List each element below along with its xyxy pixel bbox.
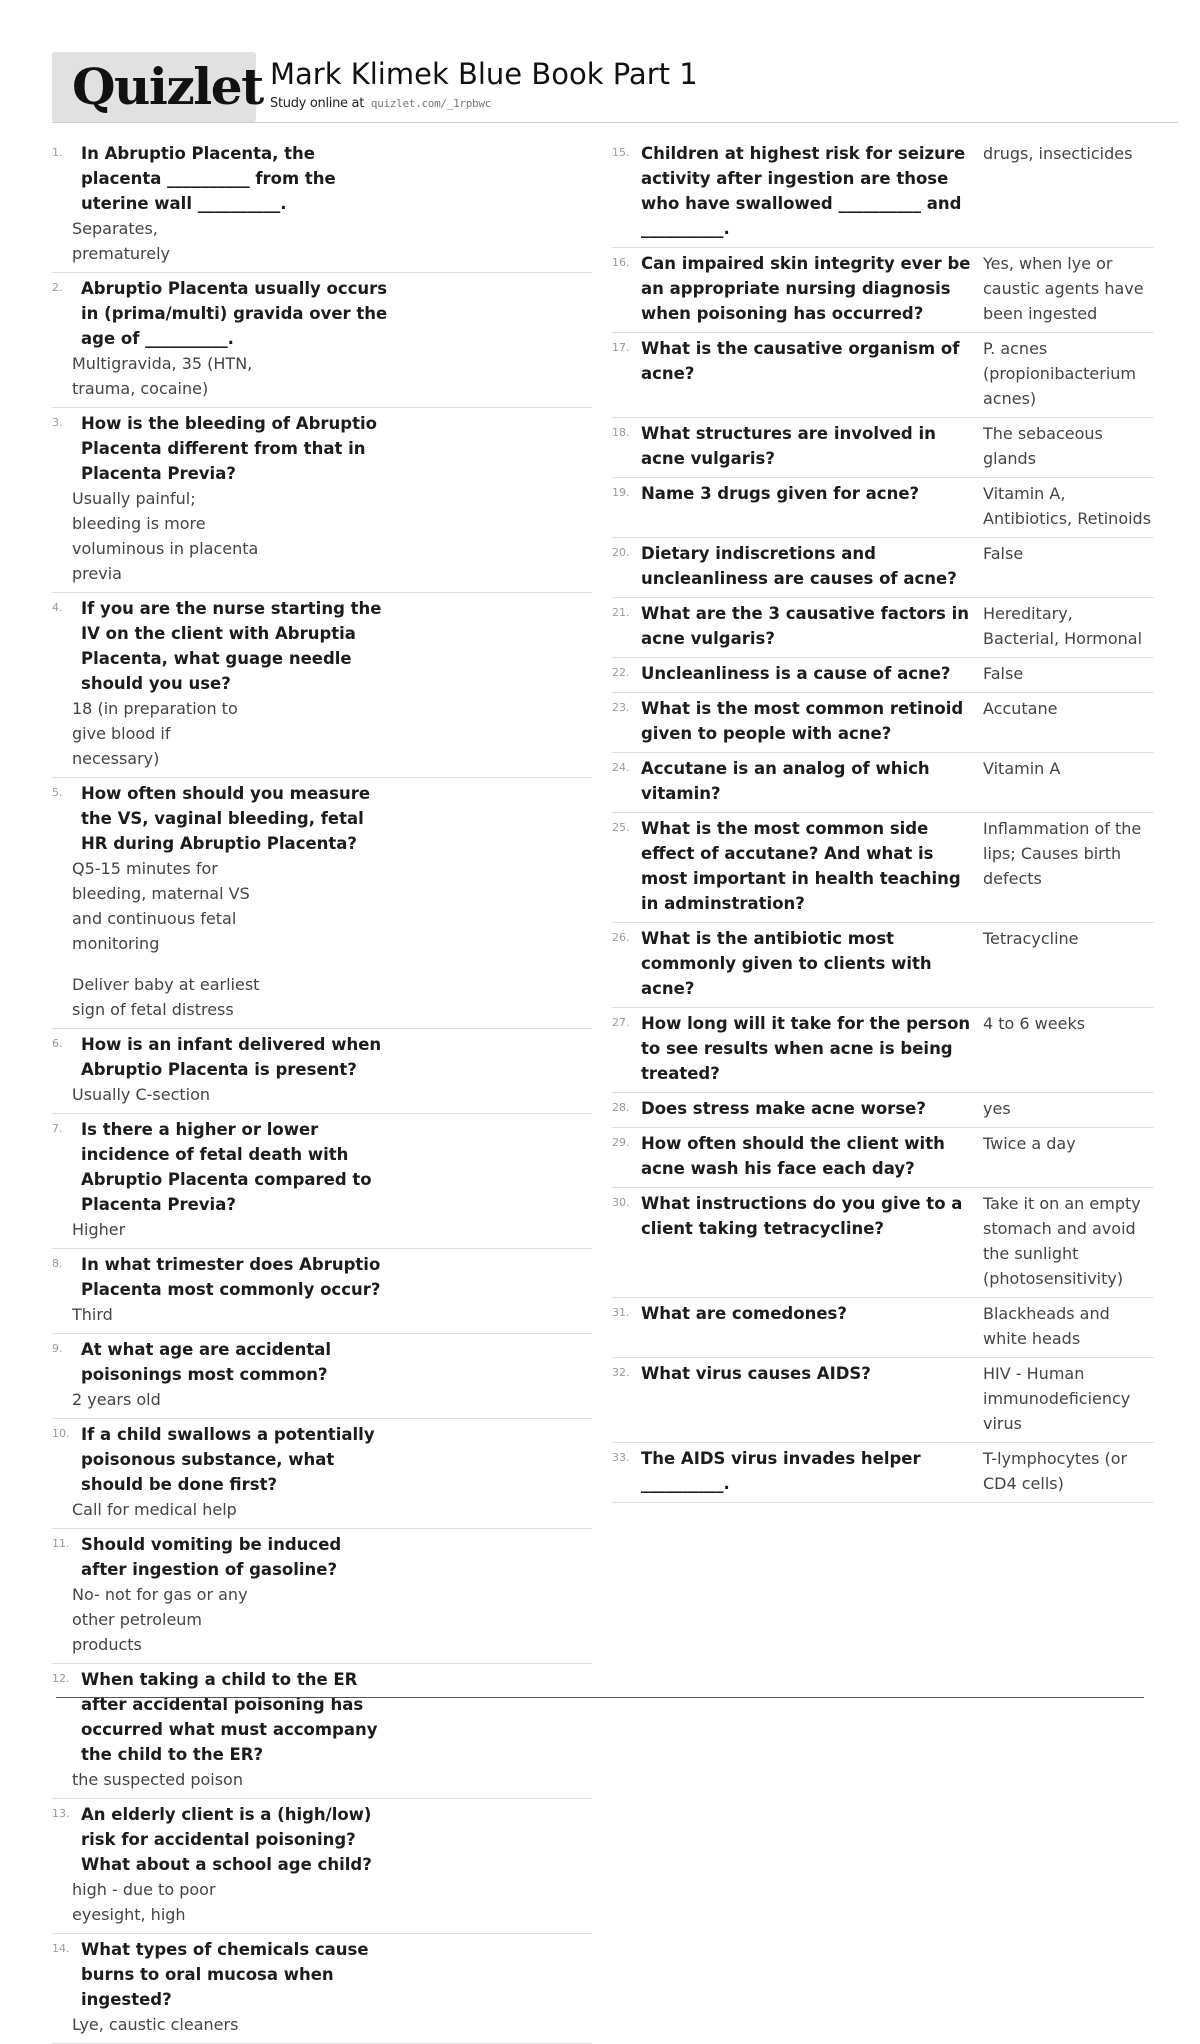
card-definition-text: high - due to poor eyesight, high [72, 1880, 216, 1924]
card-definition-text: Twice a day [983, 1134, 1076, 1153]
card-term: What types of chemicals cause burns to oral mucosa when ingested? [81, 1940, 369, 2009]
card-definition-text: Vitamin A, Antibiotics, Retinoids [983, 484, 1152, 528]
card-definition-text: Multigravida, 35 (HTN, trauma, cocaine) [72, 354, 253, 398]
flashcard [52, 593, 592, 778]
card-definition-text: Hereditary, Bacterial, Hormonal [983, 604, 1143, 648]
card-number: 10. [52, 1427, 70, 1440]
flashcard [612, 248, 1154, 333]
flashcard [52, 273, 592, 408]
quizlet-logo[interactable] [52, 52, 263, 122]
card-number: 14. [52, 1942, 70, 1955]
card-definition [983, 1301, 1153, 1351]
flashcard [52, 1934, 592, 2044]
flashcard [612, 333, 1154, 418]
card-term: What is the most common side effect of accutane? And what is most important in health teaching in adminstration? [641, 819, 961, 913]
card-term: How long will it take for the person to see results when acne is being treated? [641, 1014, 971, 1083]
card-term: If a child swallows a potentially poisonous substance, what should be done first? [81, 1425, 375, 1494]
flashcard [612, 478, 1154, 538]
card-term: At what age are accidental poisonings most common? [81, 1340, 332, 1384]
study-online-url[interactable]: quizlet.com/_1rpbwc [370, 97, 492, 110]
page-title: Mark Klimek Blue Book Part 1 [270, 57, 698, 91]
card-definition [983, 756, 1153, 781]
card-definition-text: Vitamin A [983, 759, 1061, 778]
card-definition-text: Inflammation of the lips; Causes birth defects [983, 819, 1142, 888]
footer-divider [56, 1697, 1144, 1698]
card-definition-text: Take it on an empty stomach and avoid the sunlight (photosensitivity) [983, 1194, 1141, 1288]
card-term: The AIDS virus invades helper __________. [641, 1449, 921, 1493]
study-online-label: Study online at [270, 96, 365, 111]
flashcard [52, 138, 592, 273]
card-definition-text: No- not for gas or any other petroleum products [72, 1585, 248, 1654]
card-definition [983, 661, 1153, 686]
flashcard [612, 538, 1154, 598]
card-term: How often should the client with acne wash his face each day? [641, 1134, 945, 1178]
card-number: 20. [612, 546, 630, 559]
card-definition-text: False [983, 544, 1024, 563]
card-term: What are comedones? [641, 1304, 847, 1323]
card-definition-text: Third [72, 1305, 113, 1324]
flashcard [52, 1664, 592, 1799]
card-definition [72, 1082, 260, 1107]
card-definition-text: Usually painful; bleeding is more voluminous in placenta previa [72, 489, 259, 583]
card-term: How often should you measure the VS, vaginal bleeding, fetal HR during Abruptio Placenta? [81, 784, 371, 853]
card-column-left [52, 138, 592, 2044]
card-column-right [612, 138, 1154, 1503]
card-definition-text: 4 to 6 weeks [983, 1014, 1086, 1033]
card-number: 6. [52, 1037, 63, 1050]
flashcard [612, 418, 1154, 478]
card-number: 1. [52, 146, 63, 159]
card-number: 26. [612, 931, 630, 944]
card-term: An elderly client is a (high/low) risk for accidental poisoning? What about a school age child? [81, 1805, 372, 1874]
card-definition-text: Q5-15 minutes for bleeding, maternal VS and continuous fetal monitoring [72, 859, 250, 953]
card-number: 25. [612, 821, 630, 834]
flashcard [52, 408, 592, 593]
card-definition [983, 1446, 1153, 1496]
card-number: 8. [52, 1257, 63, 1270]
card-term: What instructions do you give to a client taking tetracycline? [641, 1194, 963, 1238]
flashcard [612, 598, 1154, 658]
card-definition-text: Tetracycline [983, 929, 1079, 948]
card-number: 9. [52, 1342, 63, 1355]
card-term: What is the most common retinoid given to people with acne? [641, 699, 964, 743]
flashcard [612, 138, 1154, 248]
card-number: 28. [612, 1101, 630, 1114]
flashcard [52, 1529, 592, 1664]
card-number: 21. [612, 606, 630, 619]
flashcard [612, 1188, 1154, 1298]
card-number: 30. [612, 1196, 630, 1209]
card-definition [983, 926, 1153, 951]
card-term: When taking a child to the ER after accidental poisoning has occurred what must accompany the child to the ER? [81, 1670, 378, 1764]
card-number: 12. [52, 1672, 70, 1685]
card-number: 2. [52, 281, 63, 294]
card-definition [72, 856, 260, 1022]
card-definition [983, 541, 1153, 566]
card-definition-text: Lye, caustic cleaners [72, 2015, 239, 2034]
card-term: What are the 3 causative factors in acne vulgaris? [641, 604, 969, 648]
flashcard [612, 1128, 1154, 1188]
flashcard [612, 658, 1154, 693]
flashcard [612, 1298, 1154, 1358]
card-term: Uncleanliness is a cause of acne? [641, 664, 951, 683]
card-definition-text: HIV - Human immunodeficiency virus [983, 1364, 1131, 1433]
card-definition-text: The sebaceous glands [983, 424, 1103, 468]
card-definition-text: Usually C-section [72, 1085, 211, 1104]
flashcard [612, 1443, 1154, 1503]
card-definition-text: Call for medical help [72, 1500, 237, 1519]
card-term: What is the causative organism of acne? [641, 339, 960, 383]
card-number: 27. [612, 1016, 630, 1029]
card-definition [983, 1096, 1153, 1121]
card-number: 11. [52, 1537, 70, 1550]
card-number: 15. [612, 146, 630, 159]
card-definition [72, 351, 260, 401]
card-definition-extra: Deliver baby at earliest sign of fetal distress [72, 975, 260, 1019]
flashcard [52, 1114, 592, 1249]
card-definition [983, 1361, 1153, 1436]
card-number: 13. [52, 1807, 70, 1820]
card-definition [72, 216, 260, 266]
card-definition [72, 1217, 260, 1242]
card-number: 17. [612, 341, 630, 354]
card-number: 16. [612, 256, 630, 269]
card-definition [72, 1497, 260, 1522]
flashcard [612, 1093, 1154, 1128]
card-number: 29. [612, 1136, 630, 1149]
card-definition-text: P. acnes (propionibacterium acnes) [983, 339, 1137, 408]
card-term: Abruptio Placenta usually occurs in (prima/multi) gravida over the age of __________. [81, 279, 388, 348]
flashcard [612, 1358, 1154, 1443]
card-definition [983, 421, 1153, 471]
card-definition-text: T-lymphocytes (or CD4 cells) [983, 1449, 1128, 1493]
card-number: 3. [52, 416, 63, 429]
card-definition-text: Separates, prematurely [72, 219, 171, 263]
card-term: If you are the nurse starting the IV on the client with Abruptia Placenta, what guage needle should you use? [81, 599, 382, 693]
card-definition-text: Accutane [983, 699, 1058, 718]
card-number: 31. [612, 1306, 630, 1319]
card-number: 24. [612, 761, 630, 774]
flashcard [612, 923, 1154, 1008]
card-definition [72, 2012, 260, 2037]
card-definition [72, 1302, 260, 1327]
flashcard [612, 753, 1154, 813]
card-definition [72, 1877, 260, 1927]
card-definition-text: Blackheads and white heads [983, 1304, 1110, 1348]
card-term: What structures are involved in acne vulgaris? [641, 424, 936, 468]
flashcard [612, 1008, 1154, 1093]
card-term: In Abruptio Placenta, the placenta __________ from the uterine wall __________. [81, 144, 336, 213]
card-definition [983, 816, 1153, 891]
card-term: What is the antibiotic most commonly given to clients with acne? [641, 929, 932, 998]
card-term: Should vomiting be induced after ingestion of gasoline? [81, 1535, 342, 1579]
card-definition [983, 336, 1153, 411]
card-number: 4. [52, 601, 63, 614]
card-number: 22. [612, 666, 630, 679]
flashcard [52, 1249, 592, 1334]
card-definition-text: Higher [72, 1220, 126, 1239]
flashcard [52, 1799, 592, 1934]
card-term: Children at highest risk for seizure activity after ingestion are those who have swallowed __________ and __________. [641, 144, 966, 238]
card-definition [72, 1582, 260, 1657]
card-term: How is an infant delivered when Abruptio Placenta is present? [81, 1035, 382, 1079]
flashcard [52, 1029, 592, 1114]
card-definition [983, 251, 1153, 326]
card-definition [72, 696, 260, 771]
study-online-line [270, 96, 491, 111]
card-definition-text: yes [983, 1099, 1011, 1118]
card-term: How is the bleeding of Abruptio Placenta different from that in Placenta Previa? [81, 414, 377, 483]
card-term: In what trimester does Abruptio Placenta most commonly occur? [81, 1255, 381, 1299]
flashcard [612, 813, 1154, 923]
card-definition [983, 481, 1153, 531]
flashcard [52, 1419, 592, 1529]
card-definition [983, 1131, 1153, 1156]
card-definition-text: False [983, 664, 1024, 683]
card-term: Is there a higher or lower incidence of fetal death with Abruptio Placenta compared to Placenta Previa? [81, 1120, 372, 1214]
card-definition-text: Yes, when lye or caustic agents have been ingested [983, 254, 1144, 323]
card-term: Accutane is an analog of which vitamin? [641, 759, 930, 803]
card-definition [983, 141, 1153, 166]
logo-text: Quizlet [72, 57, 263, 116]
card-term: What virus causes AIDS? [641, 1364, 871, 1383]
page-header [52, 52, 1178, 122]
card-definition-text: 2 years old [72, 1390, 161, 1409]
card-definition-text: drugs, insecticides [983, 144, 1133, 163]
card-number: 23. [612, 701, 630, 714]
card-term: Can impaired skin integrity ever be an appropriate nursing diagnosis when poisoning has occurred? [641, 254, 971, 323]
card-definition [72, 1387, 260, 1412]
card-number: 32. [612, 1366, 630, 1379]
card-term: Does stress make acne worse? [641, 1099, 926, 1118]
card-number: 7. [52, 1122, 63, 1135]
card-definition [983, 1191, 1153, 1291]
card-definition [983, 696, 1153, 721]
card-number: 5. [52, 786, 63, 799]
card-number: 19. [612, 486, 630, 499]
card-definition [983, 1011, 1153, 1036]
flashcard [52, 1334, 592, 1419]
card-number: 33. [612, 1451, 630, 1464]
card-term: Name 3 drugs given for acne? [641, 484, 920, 503]
card-definition [72, 486, 260, 586]
card-term: Dietary indiscretions and uncleanliness are causes of acne? [641, 544, 957, 588]
card-definition-text: 18 (in preparation to give blood if necessary) [72, 699, 238, 768]
card-definition-text: the suspected poison [72, 1770, 243, 1789]
header-divider [52, 122, 1178, 123]
card-definition [72, 1767, 260, 1792]
flashcard [52, 778, 592, 1029]
flashcard [612, 693, 1154, 753]
card-number: 18. [612, 426, 630, 439]
card-definition [983, 601, 1153, 651]
